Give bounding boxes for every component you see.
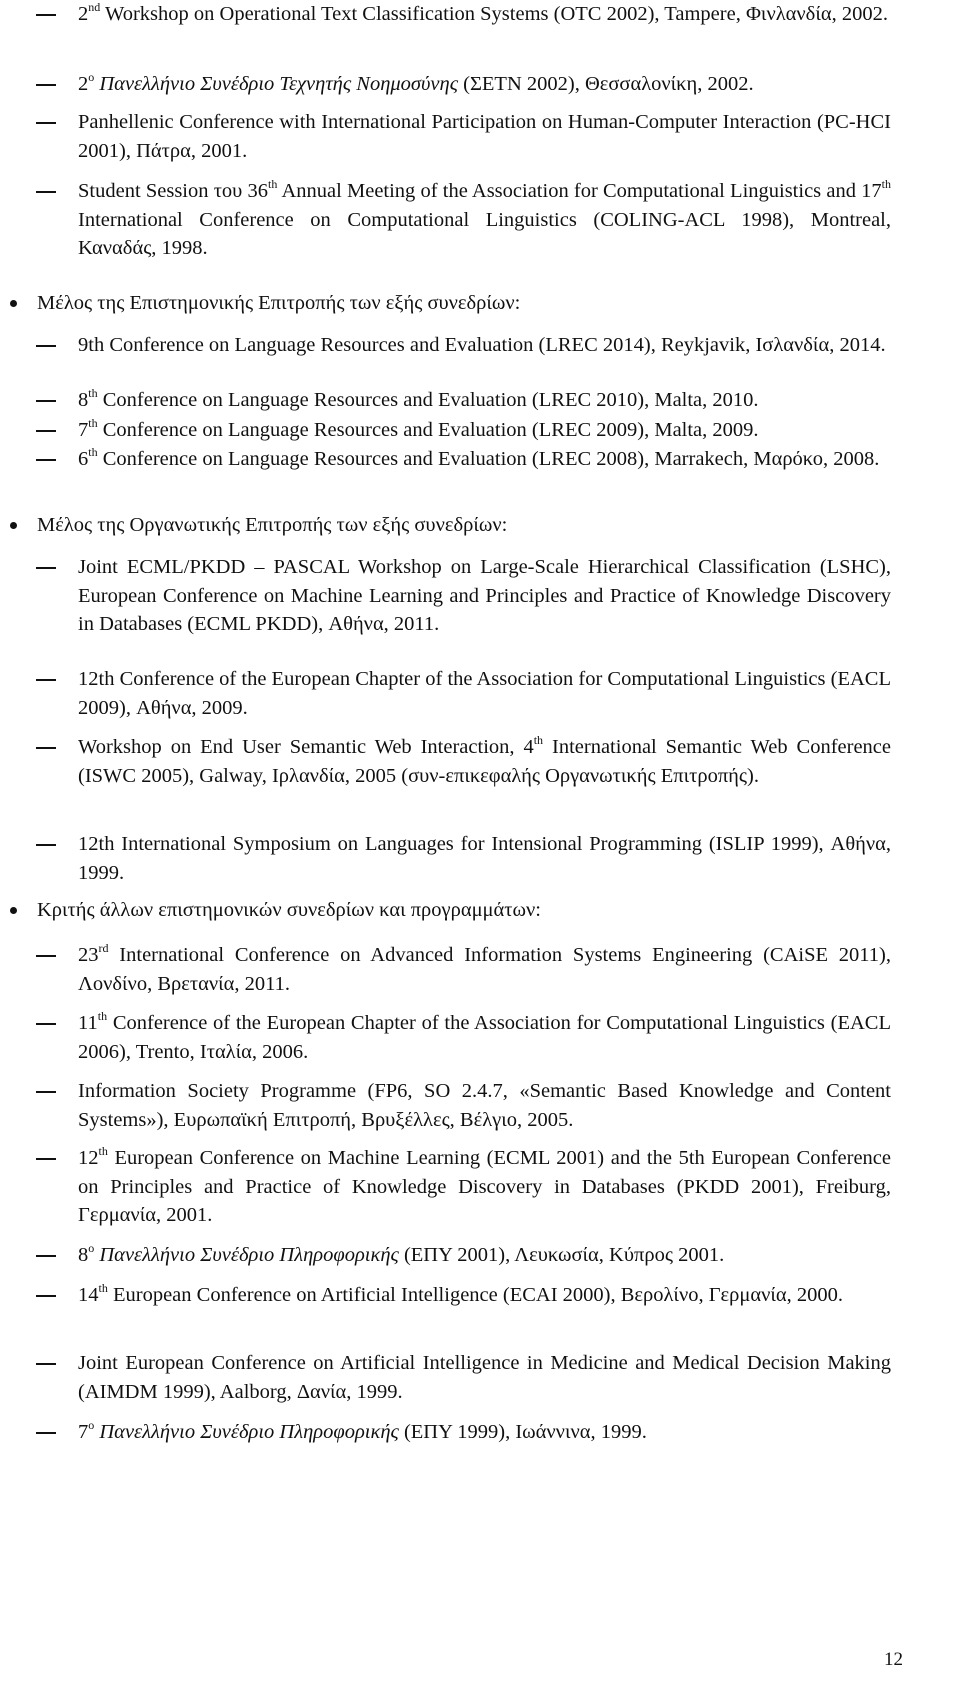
section-heading-organizing-committee: Μέλος της Οργανωτικής Επιτροπής των εξής συνεδρίων:: [37, 514, 508, 536]
section-heading-scientific-committee: Μέλος της Επιστημονικής Επιτροπής των εξής συνεδρίων:: [37, 292, 521, 314]
dash-marker: [36, 122, 56, 124]
list-item-aimdm-1999: Joint European Conference on Artificial Intelligence in Medicine and Medical Decision Making (AIMDM 1999), Aalborg, Δανία, 1999.: [78, 1352, 891, 1403]
dash-marker: [36, 1091, 56, 1093]
list-item-lrec-2009: 7th Conference on Language Resources and Evaluation (LREC 2009), Malta, 2009.: [78, 416, 759, 441]
dash-marker: [36, 955, 56, 957]
dash-marker: [36, 345, 56, 347]
dash-marker: [36, 1363, 56, 1365]
dash-marker: [36, 1295, 56, 1297]
dash-marker: [36, 84, 56, 86]
list-item-lrec-2008: 6th Conference on Language Resources and Evaluation (LREC 2008), Marrakech, Μαρόκο, 2008.: [78, 445, 880, 470]
list-item-ecai-2000: 14th European Conference on Artificial Intelligence (ECAI 2000), Βερολίνο, Γερμανία, 2000.: [78, 1281, 844, 1306]
list-item-ecml-2001: 12th European Conference on Machine Learning (ECML 2001) and the 5th European Conference on Principles and Practice of Knowledge Discovery in Databases (PKDD 2001), Freiburg, Γερμανία, 2001.: [78, 1144, 891, 1226]
bullet-marker: [10, 522, 17, 529]
list-item-lrec-2010: 8th Conference on Language Resources and Evaluation (LREC 2010), Malta, 2010.: [78, 386, 759, 411]
dash-marker: [36, 400, 56, 402]
list-item-eacl-2009: 12th Conference of the European Chapter of the Association for Computational Linguistics (EACL 2009), Αθήνα, 2009.: [78, 668, 891, 719]
list-item-fp6: Information Society Programme (FP6, SO 2.4.7, «Semantic Based Knowledge and Content Systems»), Ευρωπαϊκή Επιτροπή, Βρυξέλλες, Βέλγιο, 2005.: [78, 1080, 891, 1131]
list-item-islip-1999: 12th International Symposium on Languages for Intensional Programming (ISLIP 1999), Αθήνα, 1999.: [78, 833, 891, 884]
list-item-eacl-2006: 11th Conference of the European Chapter of the Association for Computational Linguistics (EACL 2006), Trento, Ιταλία, 2006.: [78, 1009, 891, 1063]
dash-marker: [36, 14, 56, 16]
list-item-setn: $2^o$ Πανελλήνιο Συνέδριο Τεχνητής Νοημοσύνης (ΣΕΤΝ 2002), Θεσσαλονίκη, 2002.: [78, 70, 754, 95]
list-item-lshc: Joint ECML/PKDD – PASCAL Workshop on Large-Scale Hierarchical Classification (LSHC), European Conference on Machine Learning and Principles and Practice of Knowledge Discovery in Databases (ECML PKDD), Αθήνα, 2011.: [78, 556, 891, 635]
dash-marker: [36, 567, 56, 569]
dash-marker: [36, 430, 56, 432]
list-item-coling: Student Session του 36th Annual Meeting of the Association for Computational Linguistics and 17th International Conference on Computational Linguistics (COLING-ACL 1998), Montreal, Καναδάς, 1998.: [78, 177, 891, 259]
dash-marker: [36, 747, 56, 749]
list-item-lrec-2014: 9th Conference on Language Resources and Evaluation (LREC 2014), Reykjavik, Ισλανδία, 2014.: [78, 334, 886, 356]
dash-marker: [36, 191, 56, 193]
list-item-otc: 2nd Workshop on Operational Text Classification Systems (OTC 2002), Tampere, Φινλανδία, 2002.: [78, 0, 888, 25]
dash-marker: [36, 1158, 56, 1160]
list-item-iswc-2005: Workshop on End User Semantic Web Interaction, 4th International Semantic Web Conference (ISWC 2005), Galway, Ιρλανδία, 2005 (συν-επικεφαλής Οργανωτικής Επιτροπής).: [78, 733, 891, 787]
page-number: 12: [884, 1649, 903, 1670]
dash-marker: [36, 459, 56, 461]
dash-marker: [36, 1255, 56, 1257]
dash-marker: [36, 844, 56, 846]
dash-marker: [36, 1023, 56, 1025]
bullet-marker: [10, 300, 17, 307]
section-heading-reviewer: Κριτής άλλων επιστημονικών συνεδρίων και προγραμμάτων:: [37, 899, 541, 921]
dash-marker: [36, 679, 56, 681]
list-item-pchci: Panhellenic Conference with International Participation on Human-Computer Interaction (PC-HCI 2001), Πάτρα, 2001.: [78, 111, 891, 162]
list-item-epy-2001: $8^o$ Πανελλήνιο Συνέδριο Πληροφορικής (ΕΠΥ 2001), Λευκωσία, Κύπρος 2001.: [78, 1241, 725, 1266]
list-item-epy-1999: $7^o$ Πανελλήνιο Συνέδριο Πληροφορικής (ΕΠΥ 1999), Ιωάννινα, 1999.: [78, 1418, 647, 1443]
dash-marker: [36, 1432, 56, 1434]
list-item-caise-2011: 23rd International Conference on Advanced Information Systems Engineering (CAiSE 2011), Λονδίνο, Βρετανία, 2011.: [78, 941, 891, 995]
bullet-marker: [10, 907, 17, 914]
